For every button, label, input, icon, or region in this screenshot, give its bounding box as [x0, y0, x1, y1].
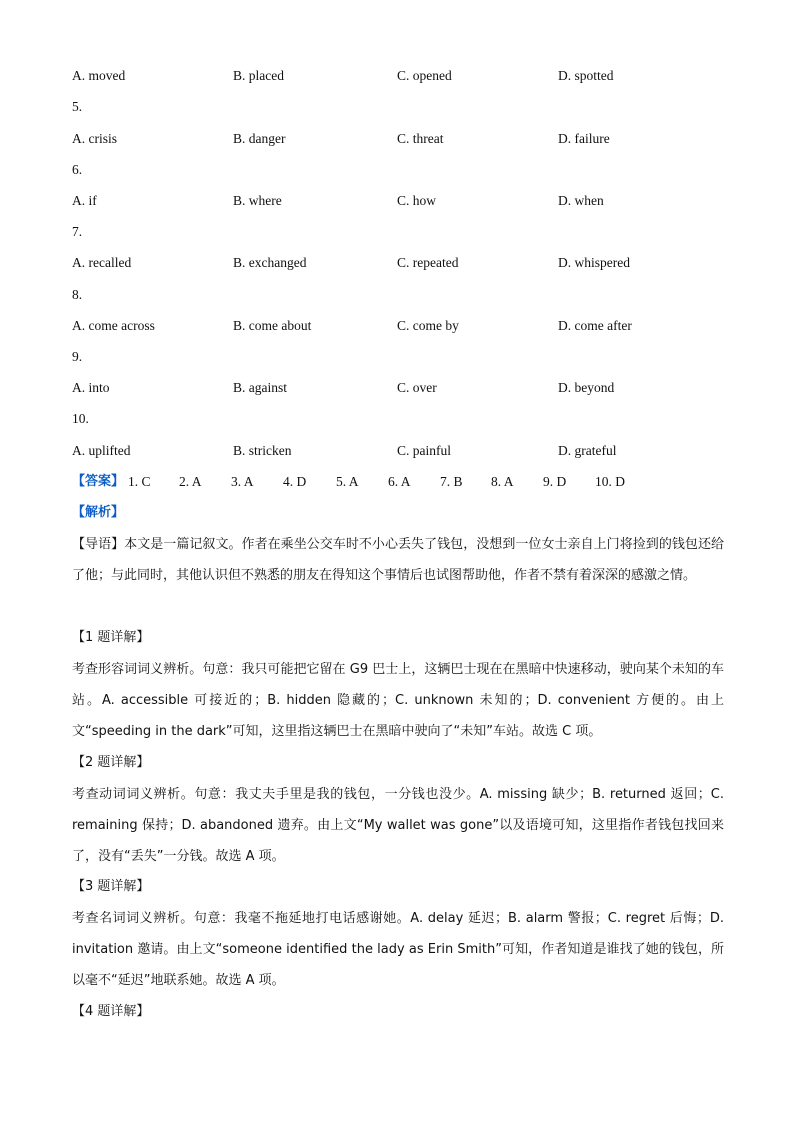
- detail-text-2: 考查动词词义辨析。句意：我丈夫手里是我的钱包，一分钱也没少。A. missing 缺少；B. returned 返回；C. remaining 保持；D. abandoned 遗弃。由上文“My wallet was gone”以及语境可知，这里指作者钱包找回来了，没有“丢失”一分钱。故选 A 项。: [72, 787, 724, 864]
- option-b: B. placed: [233, 68, 284, 83]
- option-c: C. how: [397, 193, 437, 208]
- answer-item: 7. B: [440, 474, 463, 489]
- question-number-6: 6.: [72, 162, 83, 177]
- question-number-9: 9.: [72, 349, 83, 364]
- option-a: A. recalled: [72, 255, 132, 270]
- option-a: A. crisis: [72, 131, 117, 146]
- option-d: D. come after: [558, 318, 632, 333]
- option-row-q6: [0, 190, 794, 212]
- option-d: D. spotted: [558, 68, 614, 83]
- option-row-q5: [0, 128, 794, 150]
- detail-heading-4: 【4 题详解】: [72, 1004, 150, 1019]
- option-b: B. come about: [233, 318, 312, 333]
- option-d: D. grateful: [558, 443, 617, 458]
- answer-item: 8. A: [491, 474, 514, 489]
- answer-item: 9. D: [543, 474, 567, 489]
- option-c: C. painful: [397, 443, 451, 458]
- option-row-q9: [0, 377, 794, 399]
- option-row-q7: [0, 252, 794, 274]
- answer-item: 1. C: [128, 474, 151, 489]
- question-number-7: 7.: [72, 224, 83, 239]
- option-b: B. exchanged: [233, 255, 307, 270]
- option-a: A. moved: [72, 68, 126, 83]
- option-c: C. threat: [397, 131, 444, 146]
- detail-heading-2: 【2 题详解】: [72, 755, 150, 770]
- answer-item: 6. A: [388, 474, 411, 489]
- analysis-tag: 【解析】: [72, 505, 125, 520]
- option-d: D. whispered: [558, 255, 630, 270]
- option-d: D. beyond: [558, 380, 615, 395]
- option-b: B. danger: [233, 131, 286, 146]
- option-d: D. when: [558, 193, 604, 208]
- option-a: A. uplifted: [72, 443, 131, 458]
- question-number-8: 8.: [72, 287, 83, 302]
- option-a: A. come across: [72, 318, 155, 333]
- option-row-q10: [0, 440, 794, 462]
- answer-item: 10. D: [595, 474, 625, 489]
- detail-heading-1: 【1 题详解】: [72, 630, 150, 645]
- detail-heading-3: 【3 题详解】: [72, 879, 150, 894]
- guide-paragraph: [72, 529, 724, 591]
- option-row-q4: [0, 65, 794, 87]
- guide-text: 本文是一篇记叙文。作者在乘坐公交车时不小心丢失了钱包，没想到一位女士亲自上门将捡到的钱包还给了他；与此同时，其他认识但不熟悉的朋友在得知这个事情后也试图帮助他，作者不禁有着深深的感激之情。: [72, 537, 724, 583]
- answer-item: 4. D: [283, 474, 307, 489]
- question-number-10: 10.: [72, 411, 89, 426]
- option-c: C. come by: [397, 318, 459, 333]
- answer-item: 3. A: [231, 474, 254, 489]
- option-b: B. where: [233, 193, 282, 208]
- answer-key: [72, 471, 732, 493]
- option-c: C. repeated: [397, 255, 459, 270]
- option-a: A. if: [72, 193, 97, 208]
- option-row-q8: [0, 315, 794, 337]
- answer-item: 5. A: [336, 474, 359, 489]
- answer-tag: 【答案】: [72, 474, 125, 489]
- option-b: B. stricken: [233, 443, 292, 458]
- guide-label: 【导语】: [72, 537, 125, 552]
- answer-item: 2. A: [179, 474, 202, 489]
- option-a: A. into: [72, 380, 110, 395]
- detail-text-1: 考查形容词词义辨析。句意：我只可能把它留在 G9 巴士上，这辆巴士现在在黑暗中快速移动，驶向某个未知的车站。A. accessible 可接近的；B. hidden 隐藏的；C. unknown 未知的；D. convenient 方便的。由上文“speeding in the dark”可知，这里指这辆巴士在黑暗中驶向了“未知”车站。故选 C 项。: [72, 662, 724, 739]
- detail-text-3: 考查名词词义辨析。句意：我毫不拖延地打电话感谢她。A. delay 延迟；B. alarm 警报；C. regret 后悔；D. invitation 邀请。由上文“someone identified the lady as Erin Smith”可知，作者知道是谁找了她的钱包，所以毫不“延迟”地联系她。故选 A 项。: [72, 911, 724, 988]
- option-b: B. against: [233, 380, 287, 395]
- question-number-5: 5.: [72, 99, 83, 114]
- option-d: D. failure: [558, 131, 610, 146]
- option-c: C. over: [397, 380, 437, 395]
- option-c: C. opened: [397, 68, 452, 83]
